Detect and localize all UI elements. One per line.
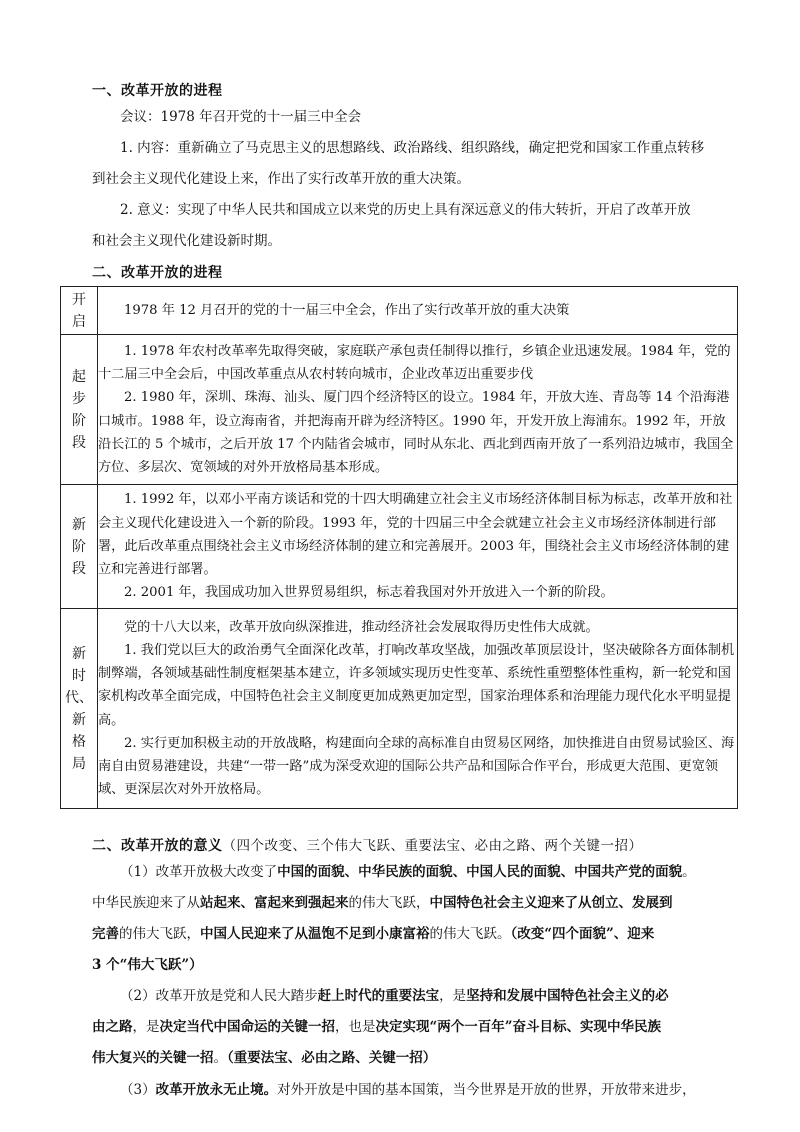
stage-label: 新 时 代、 新 格 局 bbox=[61, 609, 98, 809]
meaning-p2-line3 bbox=[92, 1048, 436, 1068]
text-run: ，是 bbox=[132, 1019, 160, 1035]
text-run: 中华民族迎来了从 bbox=[92, 895, 200, 911]
section-3-note: （四个改变、三个伟大飞跃、重要法宝、必由之路、两个关键一招） bbox=[222, 838, 643, 854]
text-run: 3 个“伟大飞跃”） bbox=[92, 957, 203, 973]
stage-label: 起 步 阶 段 bbox=[61, 335, 98, 485]
content-line-2: 到社会主义现代化建设上来，作出了实行改革开放的重大决策。 bbox=[92, 171, 470, 187]
meaning-line-2: 和社会主义现代化建设新时期。 bbox=[92, 233, 281, 249]
text-run: （2）改革开放是党和人民大踏步 bbox=[120, 988, 318, 1004]
table-row bbox=[61, 609, 738, 809]
text-run: （重要法宝、必由之路、关键一招） bbox=[227, 1050, 437, 1066]
text-run: 中国人民迎来了从温饱不足到小康富裕 bbox=[200, 926, 430, 942]
text-run: 的伟大飞跃， bbox=[348, 895, 430, 911]
meeting-line: 会议：1978 年召开党的十一届三中全会 bbox=[120, 109, 362, 125]
text-run: 中国的面貌、中华民族的面貌、中国人民的面貌、中国共产党的面貌 bbox=[277, 864, 683, 880]
text-run: 站起来、富起来到强起来 bbox=[200, 895, 349, 911]
text-run: 由之路 bbox=[92, 1019, 133, 1035]
stage-content: 1. 1978 年农村改革率先取得突破，家庭联产承包责任制得以推行，乡镇企业迅速发展。1984 年，党的十二届三中全会后，中国改革重点从农村转向城市，企业改革迈出重要步伐 2. 1980 年，深圳、珠海、汕头、厦门四个经济特区的设立。1984 年，开放大连、青岛等 14 个沿海港口城市。1988 年，设立海南省，并把海南开辟为经济特区。1990 年，开发开放上海浦东。1992 年，开放沿长江的 5 个城市，之后开放 17 个内陆省会城市，同时从东北、西北到西南开放了一系列沿边城市，我国全方位、多层次、宽领域的对外开放格局基本形成。 bbox=[98, 335, 738, 485]
stage-content: 党的十八大以来，改革开放向纵深推进，推动经济社会发展取得历史性伟大成就。 1. 我们党以巨大的政治勇气全面深化改革，打响改革攻坚战，加强改革顶层设计，坚决破除各方面体制机制弊端，各领域基础性制度框架基本建立，许多领域实现历史性变革、系统性重塑整体性重构，新一轮党和国家机构改革全面完成，中国特色社会主义制度更加成熟更加定型，国家治理体系和治理能力现代化水平明显提高。 2. 实行更加积极主动的开放战略，构建面向全球的高标准自由贸易区网络，加快推进自由贸易试验区、海南自由贸易港建设，共建“一带一路”成为深受欢迎的国际公共产品和国际合作平台，形成更大范围、更宽领域、更深层次对外开放格局。 bbox=[98, 609, 738, 809]
meaning-p1-line4 bbox=[92, 955, 203, 975]
meaning-line-1: 2. 意义：实现了中华人民共和国成立以来党的历史上具有深远意义的伟大转折，开启了改革开放 bbox=[120, 202, 691, 218]
text-run: 完善 bbox=[92, 926, 119, 942]
table-row bbox=[61, 335, 738, 485]
stage-content: 1. 1992 年，以邓小平南方谈话和党的十四大明确建立社会主义市场经济体制目标为标志，改革开放和社会主义现代化建设进入一个新的阶段。1993 年，党的十四届三中全会就建立社会主义市场经济体制进行部署，此后改革重点围绕社会主义市场经济体制的建立和完善展开。2003 年，围绕社会主义市场经济体制的建立和完善进行部署。 2. 2001 年，我国成功加入世界贸易组织，标志着我国对外开放进入一个新的阶段。 bbox=[98, 485, 738, 609]
text-run: 改革开放永无止境。 bbox=[155, 1082, 278, 1098]
content-line-1: 1. 内容：重新确立了马克思主义的思想路线、政治路线、组织路线，确定把党和国家工作重点转移 bbox=[120, 140, 705, 156]
text-run: 。 bbox=[682, 864, 696, 880]
text-run: （改变“四个面貌”、迎来 bbox=[510, 926, 655, 942]
stage-content: 1978 年 12 月召开的党的十一届三中全会，作出了实行改革开放的重大决策 bbox=[98, 287, 738, 335]
text-run: 。 bbox=[213, 1050, 227, 1066]
text-run: 伟大复兴的关键一招 bbox=[92, 1050, 214, 1066]
table-row bbox=[61, 485, 738, 609]
meaning-p1-line3 bbox=[92, 924, 654, 944]
text-run: （1）改革开放极大改变了 bbox=[120, 864, 278, 880]
text-run: ，是 bbox=[439, 988, 467, 1004]
text-run: 中国特色社会主义迎来了从创立、发展到 bbox=[429, 895, 673, 911]
section-3-heading: 二、改革开放的意义（四个改变、三个伟大飞跃、重要法宝、必由之路、两个关键一招） bbox=[92, 838, 643, 854]
text-run: 决定当代中国命运的关键一招 bbox=[159, 1019, 335, 1035]
meaning-p1-line2 bbox=[92, 893, 673, 913]
section-2-heading: 二、改革开放的进程 bbox=[92, 265, 223, 281]
meaning-p2-line1 bbox=[120, 986, 669, 1006]
meaning-p2-line2 bbox=[92, 1017, 661, 1037]
text-run: 决定实现“两个一百年”奋斗目标、实现中华民族 bbox=[375, 1019, 662, 1035]
table-row bbox=[61, 287, 738, 335]
text-run: 对外开放是中国的基本国策，当今世界是开放的世界，开放带来进步， bbox=[277, 1082, 696, 1098]
section-1-heading: 一、改革开放的进程 bbox=[92, 83, 223, 99]
stage-label: 开 启 bbox=[61, 287, 98, 335]
text-run: 赶上时代的重要法宝 bbox=[317, 988, 440, 1004]
stage-label: 新 阶 段 bbox=[61, 485, 98, 609]
meaning-p3-line1 bbox=[120, 1080, 696, 1100]
text-run: ，也是 bbox=[335, 1019, 376, 1035]
text-run: 的伟大飞跃。 bbox=[429, 926, 511, 942]
text-run: （3） bbox=[120, 1082, 156, 1098]
text-run: 的伟大飞跃， bbox=[119, 926, 200, 942]
progress-table bbox=[60, 286, 738, 809]
meaning-p1-line1 bbox=[120, 862, 696, 882]
text-run: 坚持和发展中国特色社会主义的必 bbox=[466, 988, 669, 1004]
